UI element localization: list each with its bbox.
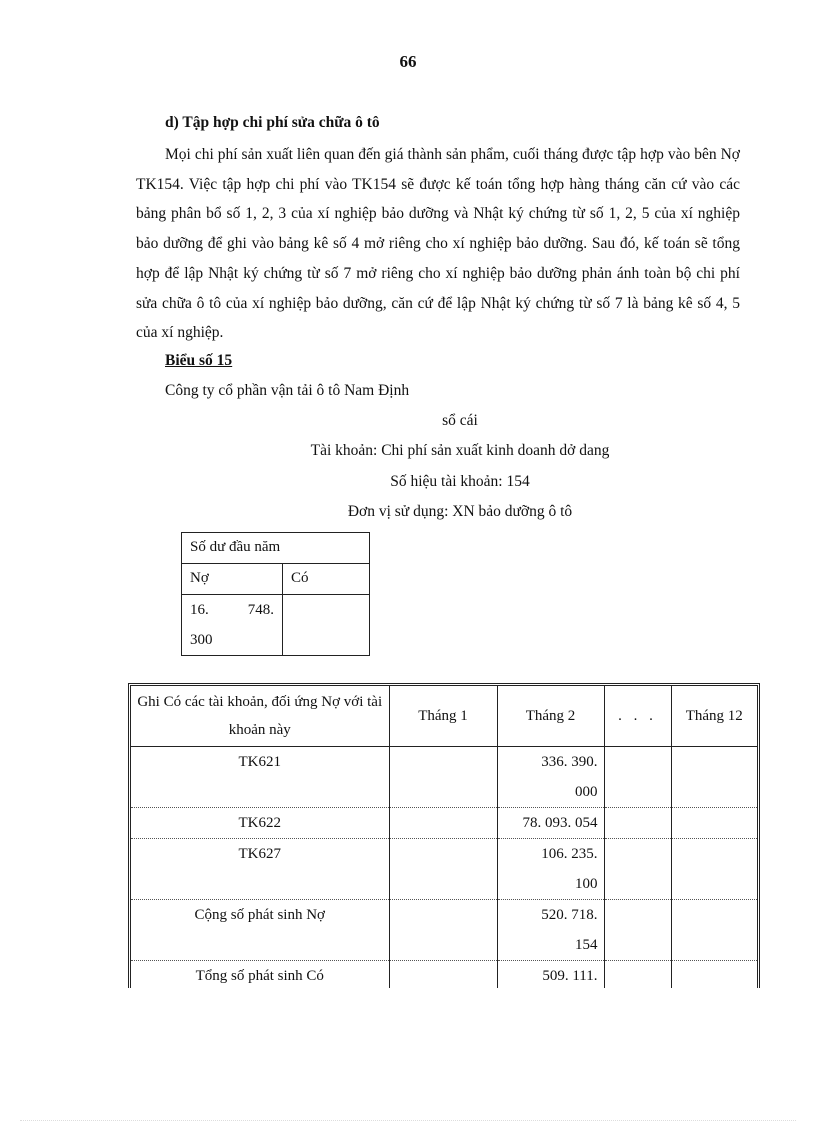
ledger-table-frame (128, 683, 760, 988)
debit-label: Nợ (182, 564, 283, 595)
credit-label: Có (283, 564, 370, 595)
month2-value-line: 78. 093. 054 (522, 815, 598, 831)
ellipsis-cell (604, 839, 671, 900)
account-cell: Tổng số phát sinh Có (131, 961, 389, 989)
opening-balance-header: Số dư đầu năm (182, 533, 370, 564)
table-row (131, 747, 757, 808)
month12-cell (671, 961, 757, 989)
unit-line: Đơn vị sử dụng: XN bảo dưỡng ô tô (347, 503, 573, 520)
month12-cell (671, 747, 757, 808)
account-cell: Cộng số phát sinh Nợ (131, 900, 389, 961)
section-heading: d) Tập hợp chi phí sửa chữa ô tô (165, 114, 380, 131)
month2-value-line: 100 (575, 876, 598, 892)
table-row (131, 900, 757, 961)
table-row (131, 961, 757, 989)
account-cell: TK622 (131, 808, 389, 839)
ellipsis-cell (604, 961, 671, 989)
company-name: Công ty cổ phần vận tải ô tô Nam Định (165, 382, 410, 399)
table-row (131, 808, 757, 839)
ellipsis-cell (604, 747, 671, 808)
month1-cell (389, 808, 497, 839)
page-number: 66 (399, 52, 417, 71)
month2-cell (497, 808, 604, 839)
opening-debit-value (182, 595, 283, 656)
month2-cell (497, 839, 604, 900)
ledger-header-row (131, 686, 757, 747)
form-label: Biểu số 15 (165, 352, 233, 369)
col-month1-header: Tháng 1 (389, 686, 497, 747)
body-paragraph: Mọi chi phí sản xuất liên quan đến giá thành sản phẩm, cuối tháng được tập hợp vào bên Nợ TK154. Việc tập hợp chi phí vào TK154 sẽ được kế toán tổng hợp hàng tháng căn cứ vào các bảng phân bổ số 1, 2, 3 của xí nghiệp bảo dưỡng và Nhật ký chứng từ số 1, 2, 5 của xí nghiệp bảo dưỡng để ghi vào bảng kê số 4 mở riêng cho xí nghiệp bảo dưỡng. Sau đó, kế toán sẽ tổng hợp để lập Nhật ký chứng từ số 7 mở riêng cho xí nghiệp bảo dưỡng phản ánh toàn bộ chi phí sửa chữa ô tô của xí nghiệp bảo dưỡng, căn cứ để lập Nhật ký chứng từ số 7 là bảng kê số 4, 5 của xí nghiệp. (136, 146, 740, 342)
col-month12-header: Tháng 12 (671, 686, 757, 747)
month2-cell (497, 900, 604, 961)
page-bottom-divider (20, 1120, 796, 1121)
month2-value-line: 520. 718. (541, 907, 598, 923)
month2-cell (497, 747, 604, 808)
account-cell: TK621 (131, 747, 389, 808)
month12-cell (671, 808, 757, 839)
debit-value-part: 16. (190, 602, 209, 618)
table-row (131, 839, 757, 900)
month2-value-line: 336. 390. (541, 754, 598, 770)
col-month2-header: Tháng 2 (497, 686, 604, 747)
ledger-title: sổ cái (442, 412, 478, 429)
ellipsis-cell (604, 900, 671, 961)
col-ellipsis-header: . . . (604, 686, 671, 747)
month2-value-line: 154 (575, 937, 598, 953)
col-account-header: Ghi Có các tài khoản, đối ứng Nợ với tài khoản này (131, 686, 389, 747)
month12-cell (671, 900, 757, 961)
month1-cell (389, 839, 497, 900)
month2-value-line: 000 (575, 784, 598, 800)
account-line: Tài khoản: Chi phí sản xuất kinh doanh dở dang (310, 442, 610, 459)
ellipsis-cell (604, 808, 671, 839)
ledger-table (131, 686, 757, 988)
opening-credit-value (283, 595, 370, 656)
account-number-line: Số hiệu tài khoản: 154 (390, 473, 530, 490)
month12-cell (671, 839, 757, 900)
month2-value-line: 509. 111. (542, 968, 598, 984)
month2-cell (497, 961, 604, 989)
month1-cell (389, 961, 497, 989)
debit-value-part: 748. (247, 602, 274, 618)
account-cell: TK627 (131, 839, 389, 900)
opening-balance-table (181, 532, 370, 656)
debit-value-part: 300 (190, 632, 213, 648)
month1-cell (389, 900, 497, 961)
month2-value-line: 106. 235. (541, 846, 598, 862)
month1-cell (389, 747, 497, 808)
